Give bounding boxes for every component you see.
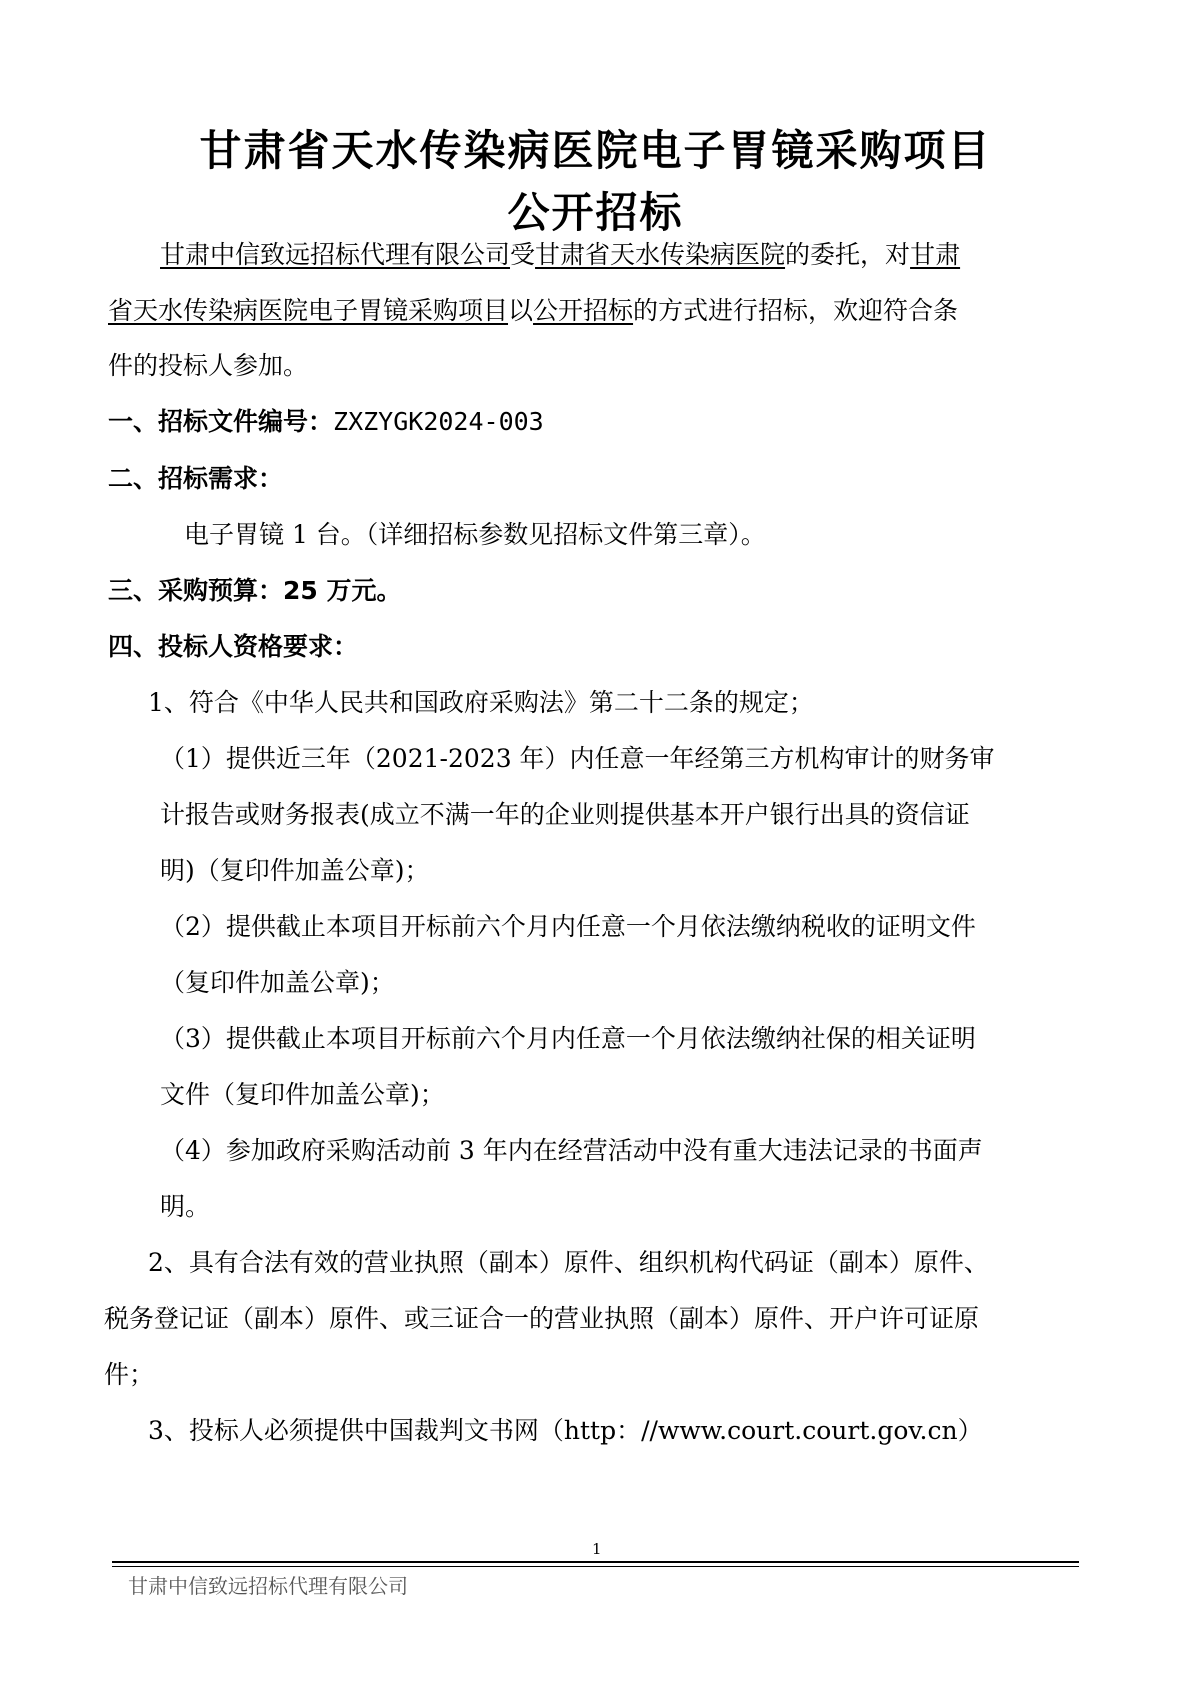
intro-line-1: 甘肃中信致远招标代理有限公司受甘肃省天水传染病医院的委托，对甘肃 [160, 240, 961, 269]
sub-item-1-line-2: 计报告或财务报表(成立不满一年的企业则提供基本开户银行出具的资信证 [160, 800, 970, 829]
intro-line-3: 件的投标人参加。 [108, 351, 309, 380]
tender-code: ZXZYGK2024-003 [333, 407, 544, 436]
tender-method: 公开招标 [533, 296, 634, 325]
sub-item-4-line-1: （4）参加政府采购活动前 3 年内在经营活动中没有重大违法记录的书面声 [160, 1136, 983, 1165]
sub-item-1-line-1: （1）提供近三年（2021-2023 年）内任意一年经第三方机构审计的财务审 [160, 744, 995, 773]
sub-item-4-line-2: 明。 [160, 1192, 211, 1221]
sub-item-1-line-3: 明)（复印件加盖公章)； [160, 856, 430, 885]
section-budget: 三、采购预算：25 万元。 [108, 576, 402, 605]
qualification-item-2-line-3: 件； [104, 1360, 155, 1389]
document-title: 甘肃省天水传染病医院电子胃镜采购项目 [199, 126, 992, 175]
qualification-item-1: 1、符合《中华人民共和国政府采购法》第二十二条的规定； [148, 688, 814, 717]
qualification-item-3-line-1: 3、投标人必须提供中国裁判文书网（http：//www.court.court.gov.cn） [148, 1416, 983, 1445]
section-heading: 二、招标需求： [108, 464, 284, 493]
document-subtitle: 公开招标 [507, 188, 684, 237]
sub-item-2-line-1: （2）提供截止本项目开标前六个月内任意一个月依法缴纳税收的证明文件 [160, 912, 976, 941]
sub-item-3-line-2: 文件（复印件加盖公章)； [160, 1080, 445, 1109]
section-heading: 一、招标文件编号： [108, 407, 334, 436]
tender-requirement: 电子胃镜 1 台。（详细招标参数见招标文件第三章）。 [184, 520, 766, 549]
project-name: 省天水传染病医院电子胃镜采购项目 [108, 296, 509, 325]
footer-company: 甘肃中信致远招标代理有限公司 [128, 1574, 408, 1598]
intro-line-2: 省天水传染病医院电子胃镜采购项目以公开招标的方式进行招标，欢迎符合条 [108, 296, 959, 325]
page-number: 1 [592, 1540, 602, 1558]
sub-item-2-line-2: （复印件加盖公章)； [160, 968, 395, 997]
sub-item-3-line-1: （3）提供截止本项目开标前六个月内任意一个月依法缴纳社保的相关证明 [160, 1024, 976, 1053]
client-name: 甘肃省天水传染病医院 [535, 240, 786, 269]
agency-name: 甘肃中信致远招标代理有限公司 [160, 240, 511, 269]
qualification-item-2-line-1: 2、具有合法有效的营业执照（副本）原件、组织机构代码证（副本）原件、 [148, 1248, 989, 1277]
footer-divider [112, 1561, 1079, 1563]
section-tender-number [108, 407, 544, 437]
footer-divider-thin [112, 1566, 1079, 1567]
qualification-item-2-line-2: 税务登记证（副本）原件、或三证合一的营业执照（副本）原件、开户许可证原 [104, 1304, 980, 1333]
section-heading: 四、投标人资格要求： [108, 632, 359, 661]
